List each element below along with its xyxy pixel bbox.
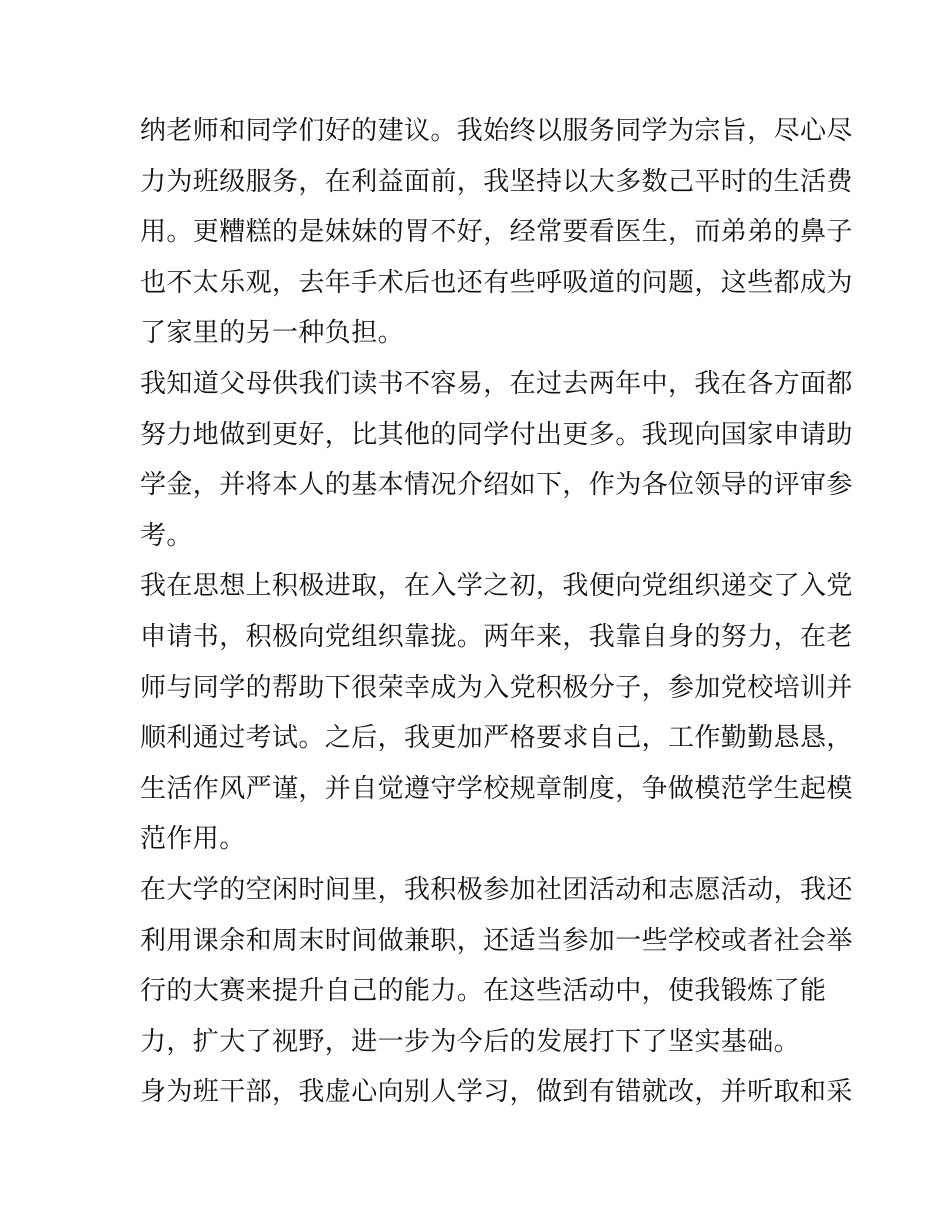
text-line: 也不太乐观，去年手术后也还有些呼吸道的问题，这些都成为 [140, 267, 853, 298]
text-line: 范作用。 [140, 824, 246, 855]
text-line: 生活作风严谨，并自觉遵守学校规章制度，争做模范学生起模 [140, 773, 853, 804]
text-line: 了家里的另一种负担。 [140, 318, 405, 349]
text-line: 我在思想上积极进取，在入学之初，我便向党组织递交了入党 [140, 571, 853, 602]
text-line: 在大学的空闲时间里，我积极参加社团活动和志愿活动，我还 [140, 874, 853, 905]
text-line: 力为班级服务，在利益面前，我坚持以大多数己平时的生活费 [140, 166, 853, 197]
text-line: 力，扩大了视野，进一步为今后的发展打下了坚实基础。 [140, 1026, 801, 1057]
text-line: 利用课余和周末时间做兼职，还适当参加一些学校或者社会举 [140, 925, 853, 956]
text-line: 行的大赛来提升自己的能力。在这些活动中，使我锻炼了能 [140, 976, 827, 1007]
text-line: 申请书，积极向党组织靠拢。两年来，我靠自身的努力，在老 [140, 621, 853, 652]
text-line: 纳老师和同学们好的建议。我始终以服务同学为宗旨，尽心尽 [140, 116, 853, 146]
text-line: 师与同学的帮助下很荣幸成为入党积极分子，参加党校培训并 [140, 672, 853, 703]
text-line: 学金，并将本人的基本情况介绍如下，作为各位领导的评审参 [140, 470, 853, 501]
text-line: 用。更糟糕的是妹妹的胃不好，经常要看医生，而弟弟的鼻子 [140, 217, 853, 248]
body-text [140, 106, 853, 1118]
text-line: 努力地做到更好，比其他的同学付出更多。我现向国家申请助 [140, 419, 853, 450]
text-line: 身为班干部，我虚心向别人学习，做到有错就改，并听取和采 [140, 1077, 853, 1108]
text-line: 考。 [140, 520, 193, 551]
text-line: 顺利通过考试。之后，我更加严格要求自己，工作勤勤恳恳， [140, 723, 853, 754]
text-line: 我知道父母供我们读书不容易，在过去两年中，我在各方面都 [140, 368, 853, 399]
